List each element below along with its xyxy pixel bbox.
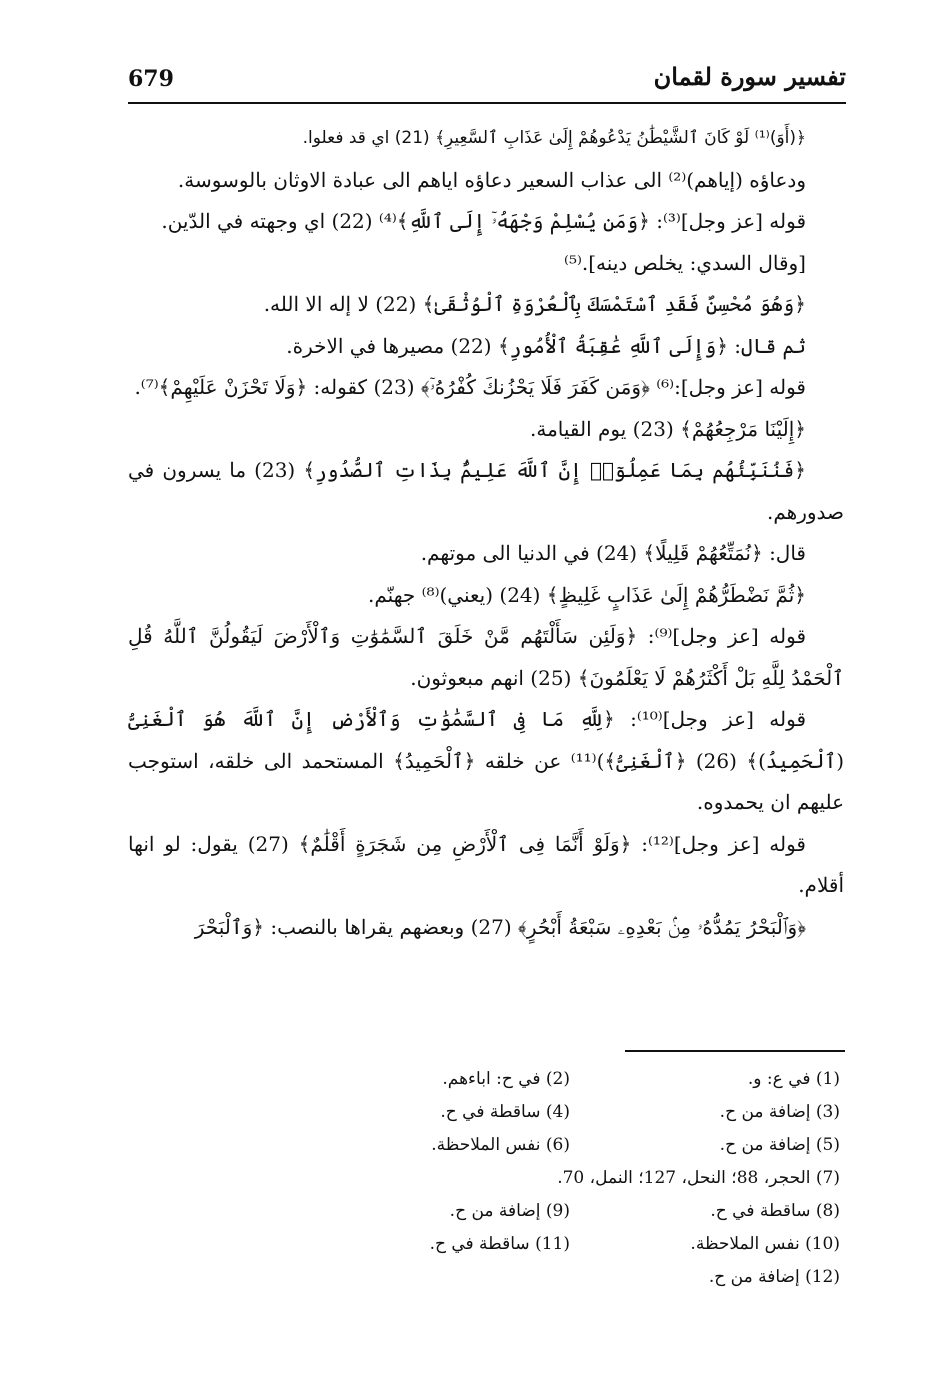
paragraph: ﴿(أَوَ)⁽¹⁾ لَوْ كَانَ ٱلشَّيْطَٰنُ يَدْعُوهُمْ إِلَىٰ عَذَابِ ٱلسَّعِيرِ﴾ (21) اي قد فعلوا. [302, 128, 806, 148]
footnote: (7) الحجر، 88؛ النحل، 127؛ النمل، 70. [557, 1167, 840, 1188]
paragraph: قوله [عز وجل]⁽⁹⁾: ﴿وَلَئِن سَأَلْتَهُم مَّنْ خَلَقَ ٱلسَّمَٰوَٰتِ وَٱلْأَرْضَ لَيَقُولُنَّ ٱللَّهُ قُلِ ٱلْحَمْدُ لِلَّهِ بَلْ أَكْثَرُهُمْ لَا يَعْلَمُونَ﴾ (25) انهم مبعوثون. [128, 624, 844, 690]
paragraph: قوله [عز وجل]:⁽⁶⁾ ﴿وَمَن كَفَرَ فَلَا يَحْزُنكَ كُفْرُهُۥٓ﴾ (23) كقوله: ﴿وَلَا تَحْزَنْ عَلَيْهِمْ﴾⁽⁷⁾. [134, 375, 806, 399]
footnote-row [300, 1260, 850, 1293]
footnote: (8) ساقطة في ح. [710, 1200, 840, 1221]
page-header [128, 58, 846, 98]
footnote-rule [625, 1050, 845, 1052]
footnote-row [300, 1161, 850, 1194]
footnote: (6) نفس الملاحظة. [431, 1134, 570, 1155]
running-title: تفسير سورة لقمان [653, 62, 846, 91]
footnote: (11) ساقطة في ح. [429, 1233, 570, 1254]
main-text [128, 118, 844, 948]
footnote: (12) إضافة من ح. [708, 1266, 840, 1287]
paragraph: ثم قال: ﴿وَإِلَى ٱللَّهِ عَٰقِبَةُ ٱلْأُمُورِ﴾ (22) مصيرها في الاخرة. [286, 333, 806, 358]
footnote: (4) ساقطة في ح. [440, 1101, 570, 1122]
paragraph: قوله [عز وجل]⁽¹²⁾: ﴿وَلَوْ أَنَّمَا فِى ٱلْأَرْضِ مِن شَجَرَةٍ أَقْلَٰمٌ﴾ (27) يقول: لو انها أقلام. [128, 831, 844, 897]
paragraph: ﴿إِلَيْنَا مَرْجِعُهُمْ﴾ (23) يوم القيامة. [529, 416, 806, 441]
paragraph: قوله [عز وجل]⁽³⁾: ﴿وَمَن يُسْلِمْ وَجْهَهُۥٓ إِلَى ٱللَّهِ﴾⁽⁴⁾ (22) اي وجهته في الدّين. [161, 209, 806, 233]
footnote: (2) في ح: اباءهم. [442, 1068, 570, 1089]
paragraph: ﴿فَنُنَبِّئُهُم بِمَا عَمِلُوٓا۟ إِنَّ ٱللَّهَ عَلِيمٌۢ بِذَاتِ ٱلصُّدُورِ﴾ (23) ما يسرون في صدورهم. [128, 458, 844, 524]
footnote-row [300, 1062, 850, 1095]
footnotes [300, 1062, 850, 1293]
header-rule [128, 102, 846, 104]
footnote-row [300, 1227, 850, 1260]
footnote: (1) في ع: و. [747, 1068, 840, 1089]
paragraph: قال: ﴿نُمَتِّعُهُمْ قَلِيلًا﴾ (24) في الدنيا الى موتهم. [420, 541, 806, 565]
paragraph: ودعاؤه (إياهم)⁽²⁾ الى عذاب السعير دعاؤه اياهم الى عبادة الاوثان بالوسوسة. [177, 167, 806, 192]
page-number: 679 [128, 66, 174, 92]
paragraph: ﴿وَهُوَ مُحْسِنٌ فَقَدِ ٱسْتَمْسَكَ بِٱلْعُرْوَةِ ٱلْوُثْقَىٰ﴾ (22) لا إله الا الله. [263, 292, 806, 316]
footnote-row [300, 1194, 850, 1227]
footnote-row [300, 1128, 850, 1161]
paragraph: قوله [عز وجل]⁽¹⁰⁾: ﴿لِلَّهِ مَا فِى ٱلسَّمَٰوَٰتِ وَٱلْأَرْضِ إِنَّ ٱللَّهَ هُوَ ٱلْغَنِىُّ (ٱلْحَمِيدُ)﴾ (26) ﴿ٱلْغَنِىُّ﴾)⁽¹¹⁾ عن خلقه ﴿ٱلْحَمِيدُ﴾ المستحمد الى خلقه، استوجب عليهم ان يحمدوه. [128, 707, 845, 814]
footnote-row [300, 1095, 850, 1128]
footnote: (3) إضافة من ح. [719, 1101, 840, 1122]
footnote: (10) نفس الملاحظة. [690, 1233, 840, 1254]
paragraph: ﴿ثُمَّ نَضْطَرُّهُمْ إِلَىٰ عَذَابٍ غَلِيظٍ﴾ (24) (يعني)⁽⁸⁾ جهنّم. [367, 582, 806, 607]
footnote: (9) إضافة من ح. [449, 1200, 570, 1221]
paragraph: [وقال السدي: يخلص دينه].⁽⁵⁾ [564, 250, 806, 275]
footnote: (5) إضافة من ح. [719, 1134, 840, 1155]
paragraph: ﴿وَٱلْبَحْرُ يَمُدُّهُۥ مِنۢ بَعْدِهِۦ سَبْعَةُ أَبْحُرٍ﴾ (27) وبعضهم يقراها بالنصب: ﴿وَٱلْبَحْرَ [194, 914, 806, 939]
